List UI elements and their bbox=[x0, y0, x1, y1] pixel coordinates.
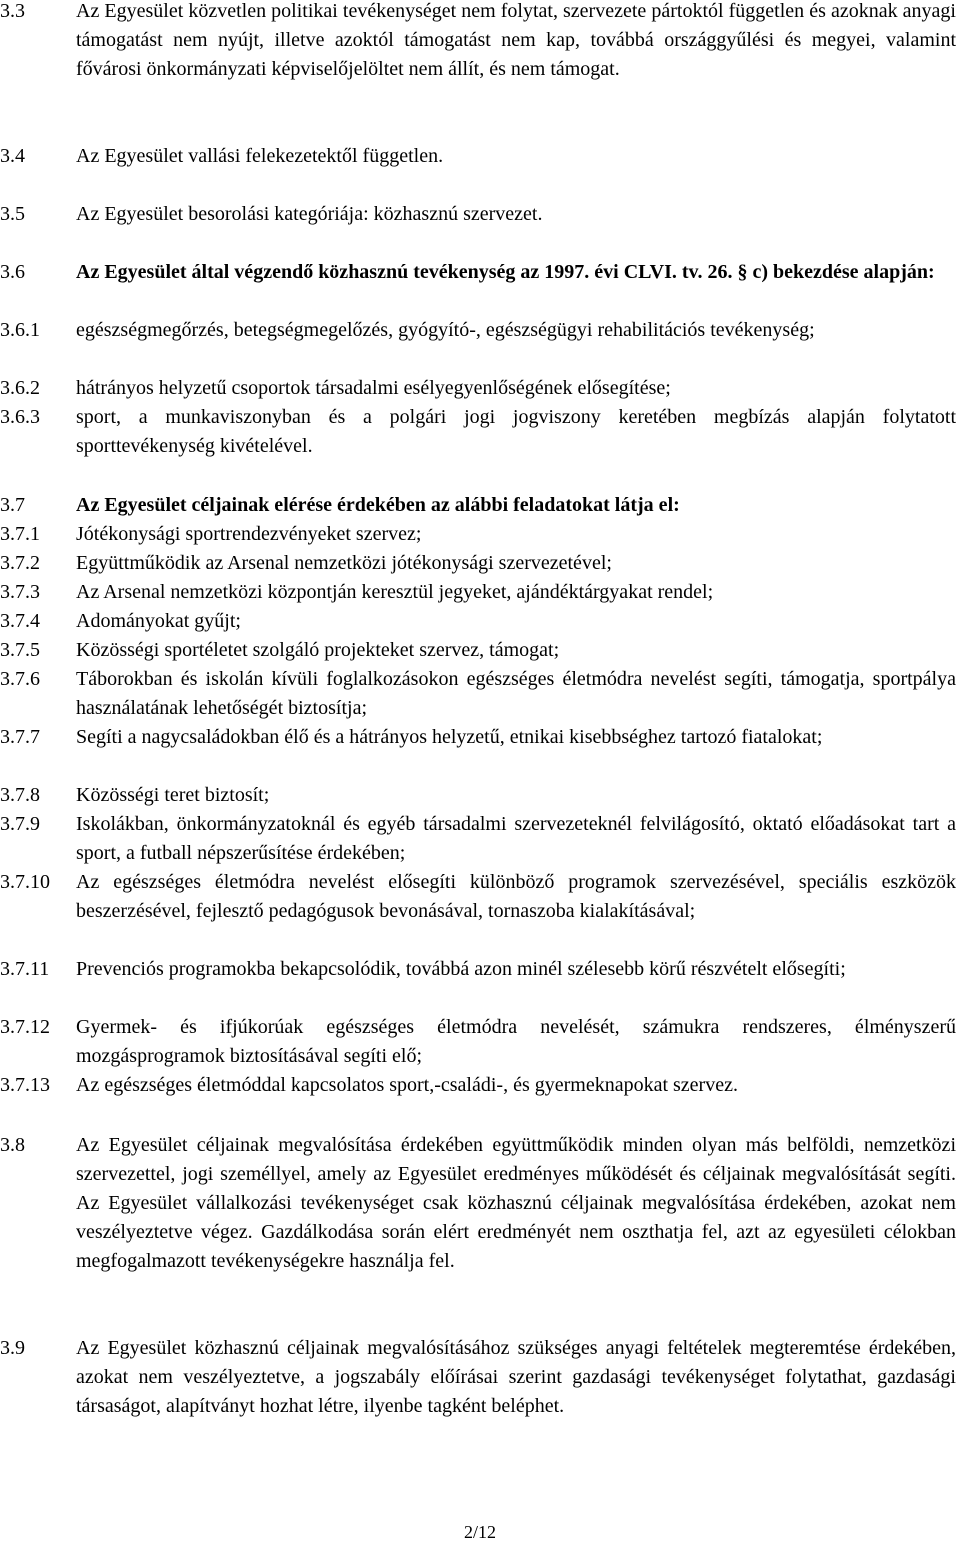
section-text: Az Egyesület közvetlen politikai tevékenységet nem folytat, szervezete pártoktól független és azoknak anyagi támogatást nem nyújt, illetve azoktól támogatást nem kap, továbbá országgyűlési és megyei, valamint fővárosi önkormányzati képviselőjelöltet nem állít, és nem támogat. bbox=[76, 0, 956, 80]
section-text: Táborokban és iskolán kívüli foglalkozásokon egészséges életmódra nevelést segíti, támogatja, sportpálya használatának lehetőségét biztosítja; bbox=[76, 668, 956, 719]
section-3-3 bbox=[0, 0, 956, 84]
section-text: egészségmegőrzés, betegségmegelőzés, gyógyító-, egészségügyi rehabilitációs tevékenység; bbox=[76, 319, 815, 341]
section-number: 3.4 bbox=[0, 145, 25, 167]
section-number: 3.7.5 bbox=[0, 639, 40, 661]
section-number: 3.6.3 bbox=[0, 406, 40, 428]
page-number: 2/12 bbox=[463, 1522, 496, 1542]
section-text: Az egészséges életmódra nevelést elősegíti különböző programok szervezésével, speciális eszközök beszerzésével, fejlesztő pedagógusok bevonásával, tornaszoba kialakításával; bbox=[76, 871, 956, 922]
section-3-8 bbox=[0, 1131, 956, 1276]
section-text: Az Egyesület közhasznú céljainak megvalósításához szükséges anyagi feltételek megteremtése érdekében, azokat nem veszélyeztetve, a jogszabály előírásai szerint gazdasági tevékenységet folytathat, gazdasági társaságot, alapítványt hozhat létre, ilyenbe tagként beléphet. bbox=[76, 1337, 956, 1417]
section-text: Együttműködik az Arsenal nemzetközi jótékonysági szervezetével; bbox=[76, 552, 612, 574]
section-text: sport, a munkaviszonyban és a polgári jogi jogviszony keretében megbízás alapján folytatott sporttevékenység kivételével. bbox=[76, 406, 956, 457]
section-number: 3.6.1 bbox=[0, 319, 40, 341]
section-number: 3.7.4 bbox=[0, 610, 40, 632]
section-number: 3.7.13 bbox=[0, 1074, 50, 1096]
section-3-7-7 bbox=[0, 723, 956, 752]
section-text: Prevenciós programokba bekapcsolódik, továbbá azon minél szélesebb körű részvételt elősegíti; bbox=[76, 958, 846, 980]
section-number: 3.5 bbox=[0, 203, 25, 225]
section-3-7-13 bbox=[0, 1071, 956, 1100]
section-3-7-2 bbox=[0, 549, 956, 578]
section-text: Gyermek- és ifjúkorúak egészséges életmódra nevelését, számukra rendszeres, élményszerű mozgásprogramok biztosításával segíti elő; bbox=[76, 1016, 956, 1067]
section-number: 3.7.6 bbox=[0, 668, 40, 690]
section-number: 3.9 bbox=[0, 1337, 25, 1359]
section-3-6 bbox=[0, 258, 956, 287]
section-3-7-5 bbox=[0, 636, 956, 665]
section-number: 3.7 bbox=[0, 494, 25, 516]
section-number: 3.7.3 bbox=[0, 581, 40, 603]
section-3-7-12 bbox=[0, 1013, 956, 1071]
section-text: Az Egyesület vallási felekezetektől független. bbox=[76, 145, 444, 167]
section-3-7-9 bbox=[0, 810, 956, 868]
section-3-6-1 bbox=[0, 316, 956, 345]
section-3-7-8 bbox=[0, 781, 956, 810]
section-heading: Az Egyesület által végzendő közhasznú tevékenység az 1997. évi CLVI. tv. 26. § c) bekezdése alapján: bbox=[76, 261, 935, 283]
section-text: Az Egyesület besorolási kategóriája: közhasznú szervezet. bbox=[76, 203, 543, 225]
section-text: Az Egyesület céljainak megvalósítása érdekében együttműködik minden olyan más belföldi, nemzetközi szervezettel, jogi személlyel, amely az Egyesület eredményes működését és céljainak megvalósítását segíti. Az Egyesület vállalkozási tevékenységet csak közhasznú céljainak megvalósítása érdekében, azokat nem veszélyeztetve végez. Gazdálkodása során elért eredményét nem oszthatja fel, azt az egyesületi célokban megfogalmazott tevékenységekre használja fel. bbox=[76, 1134, 956, 1272]
section-number: 3.3 bbox=[0, 0, 25, 22]
section-heading: Az Egyesület céljainak elérése érdekében az alábbi feladatokat látja el: bbox=[76, 494, 680, 516]
section-text: hátrányos helyzetű csoportok társadalmi esélyegyenlőségének elősegítése; bbox=[76, 377, 671, 399]
section-number: 3.7.8 bbox=[0, 784, 40, 806]
section-3-6-3 bbox=[0, 403, 956, 461]
section-number: 3.7.9 bbox=[0, 813, 40, 835]
section-number: 3.7.7 bbox=[0, 726, 40, 748]
section-text: Közösségi teret biztosít; bbox=[76, 784, 270, 806]
section-3-5 bbox=[0, 200, 956, 229]
section-3-6-2 bbox=[0, 374, 956, 403]
section-text: Közösségi sportéletet szolgáló projekteket szervez, támogat; bbox=[76, 639, 560, 661]
section-text: Adományokat gyűjt; bbox=[76, 610, 241, 632]
section-3-7-3 bbox=[0, 578, 956, 607]
section-number: 3.7.10 bbox=[0, 871, 50, 893]
section-3-9 bbox=[0, 1334, 956, 1421]
section-text: Az Arsenal nemzetközi központján keresztül jegyeket, ajándéktárgyakat rendel; bbox=[76, 581, 714, 603]
section-number: 3.7.1 bbox=[0, 523, 40, 545]
section-number: 3.6 bbox=[0, 261, 25, 283]
section-text: Az egészséges életmóddal kapcsolatos sport,-családi-, és gyermeknapokat szervez. bbox=[76, 1074, 738, 1096]
section-3-7-10 bbox=[0, 868, 956, 926]
section-number: 3.7.2 bbox=[0, 552, 40, 574]
section-number: 3.6.2 bbox=[0, 377, 40, 399]
section-number: 3.7.11 bbox=[0, 958, 50, 980]
section-text: Jótékonysági sportrendezvényeket szervez; bbox=[76, 523, 422, 545]
section-number: 3.8 bbox=[0, 1134, 25, 1156]
section-text: Segíti a nagycsaládokban élő és a hátrányos helyzetű, etnikai kisebbséghez tartozó fiatalokat; bbox=[76, 726, 823, 748]
section-3-4 bbox=[0, 142, 956, 171]
section-3-7 bbox=[0, 491, 956, 520]
section-text: Iskolákban, önkormányzatoknál és egyéb társadalmi szervezeteknél felvilágosító, oktató előadásokat tart a sport, a futball népszerűsítése érdekében; bbox=[76, 813, 956, 864]
section-3-7-11 bbox=[0, 955, 956, 984]
section-3-7-6 bbox=[0, 665, 956, 723]
section-3-7-4 bbox=[0, 607, 956, 636]
section-3-7-1 bbox=[0, 520, 956, 549]
section-number: 3.7.12 bbox=[0, 1016, 50, 1038]
